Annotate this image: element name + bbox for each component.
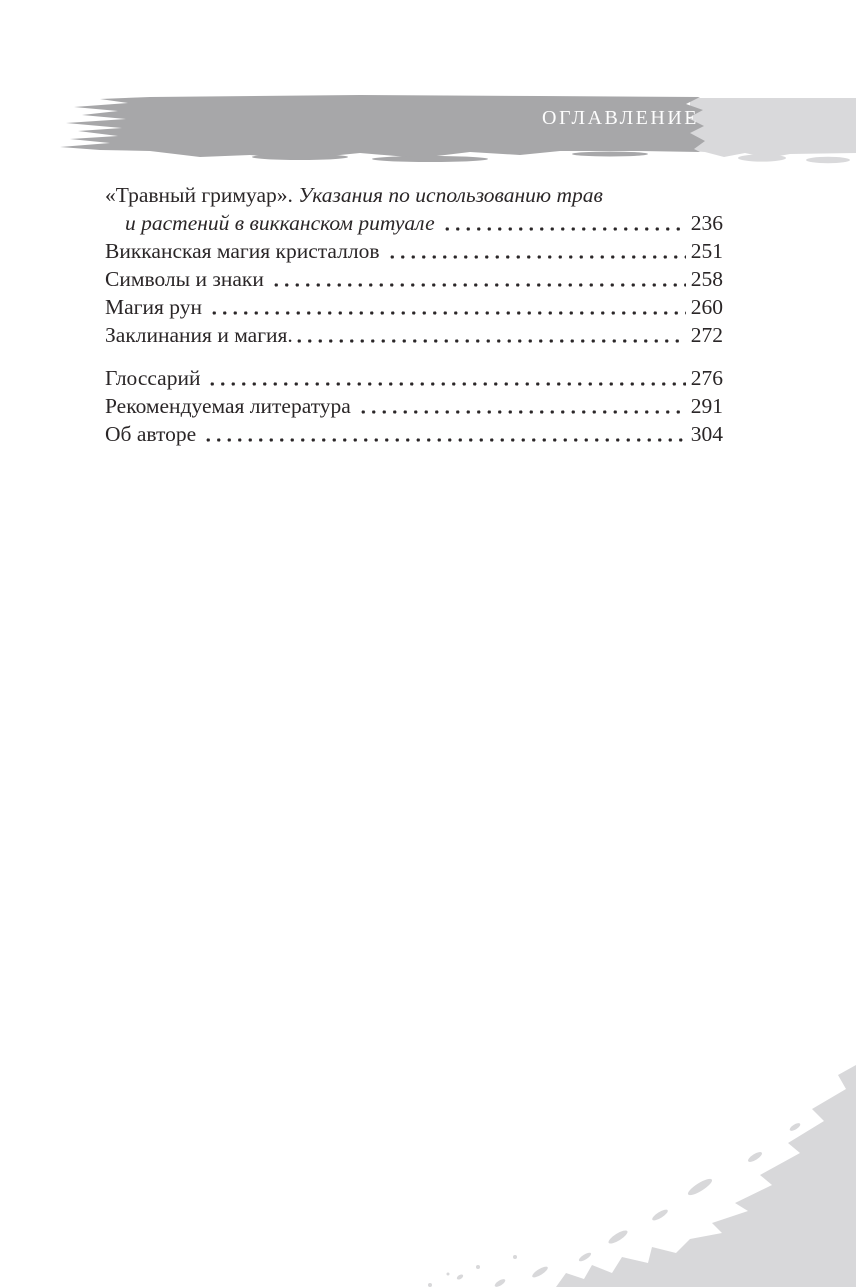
toc-entry-title: Заклинания и магия. [105, 323, 293, 347]
toc-entry [105, 420, 723, 448]
toc-group-chapters [105, 181, 723, 349]
toc-entry-page: 304 [690, 422, 723, 446]
dot-leader [207, 364, 685, 392]
dot-leader [203, 420, 686, 448]
header-brush-stroke [0, 0, 856, 170]
toc-entry-page: 291 [690, 394, 723, 418]
dot-leader [387, 237, 686, 265]
toc-entry-page: 258 [690, 267, 723, 291]
toc-group-backmatter [105, 364, 723, 448]
toc-entry-title: Магия рун [105, 295, 202, 319]
dot-leader [271, 265, 686, 293]
dot-leader [358, 392, 686, 420]
toc-entry [105, 364, 723, 392]
toc-entry [105, 321, 723, 349]
table-of-contents [105, 181, 723, 448]
page-header-title: ОГЛАВЛЕНИЕ [542, 107, 699, 129]
toc-entry-page: 276 [690, 366, 723, 390]
toc-entry-title: Об авторе [105, 422, 197, 446]
toc-entry-title-regular: «Травный гримуар». [105, 183, 299, 207]
toc-entry-title-line2 [105, 209, 723, 237]
toc-entry [105, 293, 723, 321]
toc-entry-title: Рекомендуемая литература [105, 394, 351, 418]
toc-entry-title: Глоссарий [105, 366, 201, 390]
toc-entry [105, 392, 723, 420]
toc-entry-title-italic-cont: и растений в викканском ритуале [125, 211, 435, 235]
toc-entry [105, 181, 723, 237]
toc-entry-page: 272 [690, 323, 723, 347]
toc-entry [105, 265, 723, 293]
toc-entry-title: Викканская магия кристаллов [105, 239, 380, 263]
toc-entry-page: 236 [690, 211, 723, 235]
toc-entry-title: Символы и знаки [105, 267, 264, 291]
dot-leader [294, 321, 686, 349]
dot-leader [209, 293, 686, 321]
toc-entry-page: 251 [690, 239, 723, 263]
dot-leader [442, 209, 686, 237]
toc-entry-title-line1 [105, 181, 723, 209]
corner-splash-decoration [0, 1047, 856, 1287]
toc-entry-page: 260 [690, 295, 723, 319]
toc-entry-title-italic: Указания по использованию трав [298, 183, 603, 207]
toc-entry [105, 237, 723, 265]
